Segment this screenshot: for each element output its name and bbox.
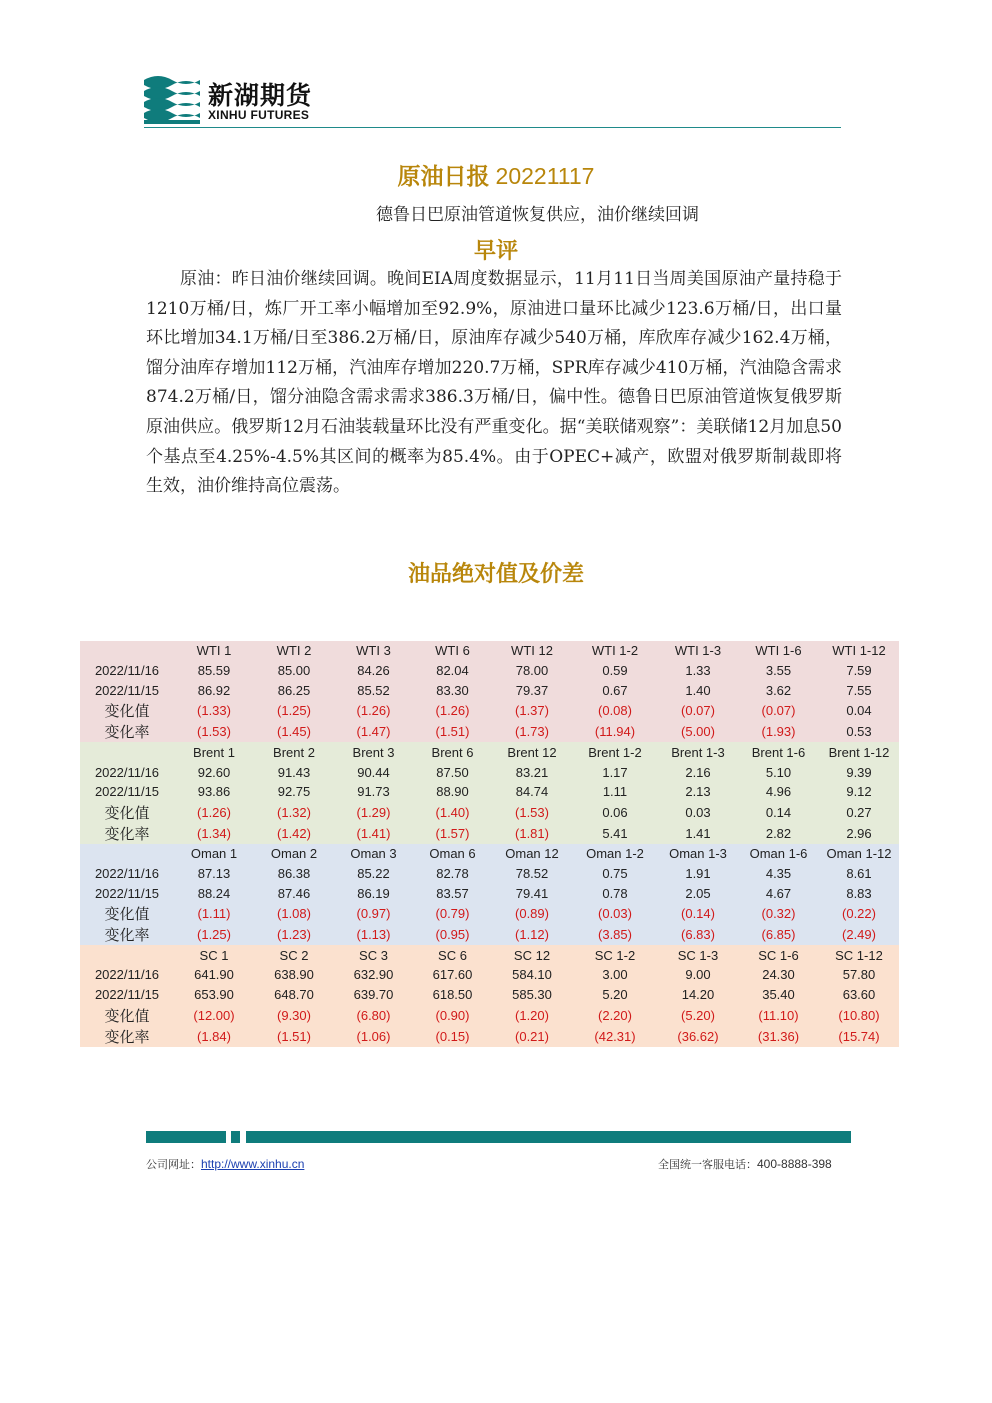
table-cell: (0.32) bbox=[738, 903, 819, 924]
report-title bbox=[0, 158, 992, 191]
table-cell: 88.24 bbox=[174, 883, 254, 903]
column-header: Brent 6 bbox=[413, 742, 492, 762]
column-header: Oman 1 bbox=[174, 844, 254, 864]
table-cell: (1.34) bbox=[174, 823, 254, 844]
table-cell: (1.53) bbox=[492, 802, 572, 823]
row-label: 变化率 bbox=[80, 721, 174, 742]
column-header: Brent 1-12 bbox=[819, 742, 899, 762]
table-cell: 9.00 bbox=[658, 965, 738, 985]
row-label: 2022/11/15 bbox=[80, 681, 174, 701]
table-cell: (0.90) bbox=[413, 1005, 492, 1026]
table-cell: 86.25 bbox=[254, 681, 334, 701]
column-header: WTI 6 bbox=[413, 641, 492, 661]
table-cell: 9.39 bbox=[819, 762, 899, 782]
table-cell: (0.08) bbox=[572, 700, 658, 721]
table-cell: 639.70 bbox=[334, 985, 413, 1005]
column-header: WTI 1 bbox=[174, 641, 254, 661]
table-row bbox=[80, 883, 899, 903]
table-cell: 4.96 bbox=[738, 782, 819, 802]
table-cell: (0.79) bbox=[413, 903, 492, 924]
table-cell: (1.41) bbox=[334, 823, 413, 844]
table-cell: 9.12 bbox=[819, 782, 899, 802]
table-cell: (1.25) bbox=[174, 924, 254, 945]
table-cell: (1.45) bbox=[254, 721, 334, 742]
row-label: 变化值 bbox=[80, 802, 174, 823]
table-cell: 93.86 bbox=[174, 782, 254, 802]
column-header: WTI 1-12 bbox=[819, 641, 899, 661]
column-header: Brent 3 bbox=[334, 742, 413, 762]
column-header: SC 6 bbox=[413, 945, 492, 965]
table-cell: (1.73) bbox=[492, 721, 572, 742]
table-cell: (11.94) bbox=[572, 721, 658, 742]
table-cell: 641.90 bbox=[174, 965, 254, 985]
table-cell: 2.16 bbox=[658, 762, 738, 782]
table-cell: 82.04 bbox=[413, 661, 492, 681]
table-cell: 83.21 bbox=[492, 762, 572, 782]
table-cell: (1.84) bbox=[174, 1026, 254, 1047]
table-cell: 4.35 bbox=[738, 864, 819, 884]
column-header: SC 3 bbox=[334, 945, 413, 965]
table-cell: (0.21) bbox=[492, 1026, 572, 1047]
table-cell: 84.26 bbox=[334, 661, 413, 681]
company-logo bbox=[144, 72, 334, 124]
table-cell: 92.60 bbox=[174, 762, 254, 782]
table-cell: 90.44 bbox=[334, 762, 413, 782]
column-header: Brent 1 bbox=[174, 742, 254, 762]
row-label: 变化值 bbox=[80, 700, 174, 721]
column-header: Oman 12 bbox=[492, 844, 572, 864]
table-cell: 2.05 bbox=[658, 883, 738, 903]
table-cell: (1.26) bbox=[334, 700, 413, 721]
table-row bbox=[80, 1005, 899, 1026]
table-row bbox=[80, 823, 899, 844]
column-header: Brent 12 bbox=[492, 742, 572, 762]
column-header: SC 1-12 bbox=[819, 945, 899, 965]
table-cell: (1.33) bbox=[174, 700, 254, 721]
table-cell: 0.53 bbox=[819, 721, 899, 742]
table-cell: (36.62) bbox=[658, 1026, 738, 1047]
table-cell: (0.15) bbox=[413, 1026, 492, 1047]
table-cell: 2.96 bbox=[819, 823, 899, 844]
table-row bbox=[80, 985, 899, 1005]
table-cell: (1.06) bbox=[334, 1026, 413, 1047]
column-header: WTI 1-3 bbox=[658, 641, 738, 661]
table-cell: 0.06 bbox=[572, 802, 658, 823]
table-cell: (2.49) bbox=[819, 924, 899, 945]
table-row bbox=[80, 965, 899, 985]
row-label: 2022/11/15 bbox=[80, 782, 174, 802]
table-cell: (1.08) bbox=[254, 903, 334, 924]
table-cell: 618.50 bbox=[413, 985, 492, 1005]
table-cell: 86.92 bbox=[174, 681, 254, 701]
table-cell: (6.85) bbox=[738, 924, 819, 945]
table-cell: (1.42) bbox=[254, 823, 334, 844]
table-cell: 617.60 bbox=[413, 965, 492, 985]
table-cell: (15.74) bbox=[819, 1026, 899, 1047]
table-row bbox=[80, 864, 899, 884]
footer-bar bbox=[246, 1131, 851, 1143]
column-header: SC 1-6 bbox=[738, 945, 819, 965]
table-cell: 83.57 bbox=[413, 883, 492, 903]
table-row bbox=[80, 721, 899, 742]
table-cell: (1.47) bbox=[334, 721, 413, 742]
spread-table bbox=[80, 641, 899, 1047]
table-cell: (10.80) bbox=[819, 1005, 899, 1026]
table-cell: 1.11 bbox=[572, 782, 658, 802]
table-cell: (1.93) bbox=[738, 721, 819, 742]
report-date: 20221117 bbox=[495, 163, 595, 189]
website-label: 公司网址： bbox=[146, 1158, 201, 1171]
spread-table-container bbox=[80, 641, 899, 1047]
table-cell: (1.20) bbox=[492, 1005, 572, 1026]
table-cell: 0.75 bbox=[572, 864, 658, 884]
table-cell: (5.20) bbox=[658, 1005, 738, 1026]
table-cell: 24.30 bbox=[738, 965, 819, 985]
table-cell: 1.40 bbox=[658, 681, 738, 701]
table-header-blank bbox=[80, 641, 174, 661]
column-header: Oman 6 bbox=[413, 844, 492, 864]
spread-table-heading: 油品绝对值及价差 bbox=[407, 562, 584, 587]
table-cell: 5.41 bbox=[572, 823, 658, 844]
table-cell: (1.29) bbox=[334, 802, 413, 823]
table-cell: 14.20 bbox=[658, 985, 738, 1005]
table-cell: (1.37) bbox=[492, 700, 572, 721]
table-cell: 88.90 bbox=[413, 782, 492, 802]
table-cell: 638.90 bbox=[254, 965, 334, 985]
table-cell: 0.03 bbox=[658, 802, 738, 823]
table-cell: (1.12) bbox=[492, 924, 572, 945]
row-label: 2022/11/16 bbox=[80, 965, 174, 985]
table-cell: (0.07) bbox=[738, 700, 819, 721]
column-header: SC 2 bbox=[254, 945, 334, 965]
row-label: 2022/11/16 bbox=[80, 661, 174, 681]
table-cell: (6.83) bbox=[658, 924, 738, 945]
table-row bbox=[80, 762, 899, 782]
table-cell: (31.36) bbox=[738, 1026, 819, 1047]
table-cell: 78.00 bbox=[492, 661, 572, 681]
row-label: 变化率 bbox=[80, 1026, 174, 1047]
footer-bar bbox=[231, 1131, 240, 1143]
table-row bbox=[80, 782, 899, 802]
report-subtitle: 德鲁日巴原油管道恢复供应，油价继续回调 bbox=[376, 205, 699, 225]
wave-logo-icon bbox=[144, 72, 200, 124]
table-cell: 0.14 bbox=[738, 802, 819, 823]
table-row bbox=[80, 681, 899, 701]
column-header: Oman 1-12 bbox=[819, 844, 899, 864]
table-cell: 3.55 bbox=[738, 661, 819, 681]
table-header-row-sc bbox=[80, 945, 899, 965]
table-cell: 87.50 bbox=[413, 762, 492, 782]
table-cell: (1.51) bbox=[413, 721, 492, 742]
table-cell: (1.32) bbox=[254, 802, 334, 823]
column-header: SC 12 bbox=[492, 945, 572, 965]
table-cell: (0.14) bbox=[658, 903, 738, 924]
table-cell: 0.04 bbox=[819, 700, 899, 721]
table-cell: 1.17 bbox=[572, 762, 658, 782]
table-cell: 35.40 bbox=[738, 985, 819, 1005]
table-cell: (1.11) bbox=[174, 903, 254, 924]
table-cell: 585.30 bbox=[492, 985, 572, 1005]
header-divider bbox=[144, 127, 841, 128]
column-header: Brent 1-6 bbox=[738, 742, 819, 762]
table-header-row-oman bbox=[80, 844, 899, 864]
row-label: 2022/11/16 bbox=[80, 762, 174, 782]
table-cell: 85.22 bbox=[334, 864, 413, 884]
column-header: Oman 2 bbox=[254, 844, 334, 864]
table-cell: 2.13 bbox=[658, 782, 738, 802]
table-cell: 0.59 bbox=[572, 661, 658, 681]
table-header-row-wti bbox=[80, 641, 899, 661]
table-row bbox=[80, 802, 899, 823]
table-cell: 84.74 bbox=[492, 782, 572, 802]
table-header-blank bbox=[80, 945, 174, 965]
table-cell: (0.95) bbox=[413, 924, 492, 945]
table-cell: (1.25) bbox=[254, 700, 334, 721]
table-cell: 1.41 bbox=[658, 823, 738, 844]
table-cell: 78.52 bbox=[492, 864, 572, 884]
table-cell: (0.07) bbox=[658, 700, 738, 721]
table-cell: 86.38 bbox=[254, 864, 334, 884]
table-cell: 87.46 bbox=[254, 883, 334, 903]
table-cell: 92.75 bbox=[254, 782, 334, 802]
table-cell: 79.37 bbox=[492, 681, 572, 701]
table-cell: 8.61 bbox=[819, 864, 899, 884]
hotline-label: 全国统一客服电话： bbox=[658, 1158, 757, 1171]
table-cell: 82.78 bbox=[413, 864, 492, 884]
table-cell: 87.13 bbox=[174, 864, 254, 884]
table-cell: (3.85) bbox=[572, 924, 658, 945]
website-link[interactable]: http://www.xinhu.cn bbox=[201, 1157, 305, 1171]
table-cell: 86.19 bbox=[334, 883, 413, 903]
table-cell: (1.81) bbox=[492, 823, 572, 844]
table-cell: (1.26) bbox=[413, 700, 492, 721]
column-header: Oman 1-2 bbox=[572, 844, 658, 864]
table-cell: 8.83 bbox=[819, 883, 899, 903]
table-cell: (12.00) bbox=[174, 1005, 254, 1026]
table-cell: 0.27 bbox=[819, 802, 899, 823]
table-cell: 584.10 bbox=[492, 965, 572, 985]
table-cell: 1.91 bbox=[658, 864, 738, 884]
table-cell: (1.26) bbox=[174, 802, 254, 823]
row-label: 2022/11/15 bbox=[80, 985, 174, 1005]
table-cell: (11.10) bbox=[738, 1005, 819, 1026]
table-row bbox=[80, 903, 899, 924]
column-header: Brent 1-3 bbox=[658, 742, 738, 762]
table-cell: 4.67 bbox=[738, 883, 819, 903]
column-header: Oman 1-3 bbox=[658, 844, 738, 864]
table-cell: (6.80) bbox=[334, 1005, 413, 1026]
column-header: SC 1-2 bbox=[572, 945, 658, 965]
column-header: SC 1-3 bbox=[658, 945, 738, 965]
table-cell: 653.90 bbox=[174, 985, 254, 1005]
column-header: Oman 3 bbox=[334, 844, 413, 864]
table-cell: 91.73 bbox=[334, 782, 413, 802]
table-header-row-brent bbox=[80, 742, 899, 762]
table-cell: 63.60 bbox=[819, 985, 899, 1005]
logo-english-name: XINHU FUTURES bbox=[208, 108, 310, 122]
column-header: SC 1 bbox=[174, 945, 254, 965]
table-cell: 83.30 bbox=[413, 681, 492, 701]
table-cell: 91.43 bbox=[254, 762, 334, 782]
row-label: 变化率 bbox=[80, 924, 174, 945]
column-header: WTI 2 bbox=[254, 641, 334, 661]
table-cell: (0.22) bbox=[819, 903, 899, 924]
row-label: 变化值 bbox=[80, 903, 174, 924]
table-cell: (0.97) bbox=[334, 903, 413, 924]
column-header: WTI 12 bbox=[492, 641, 572, 661]
table-cell: 3.62 bbox=[738, 681, 819, 701]
report-title-text: 原油日报 bbox=[397, 164, 490, 190]
table-cell: (1.40) bbox=[413, 802, 492, 823]
footer-bar bbox=[146, 1131, 226, 1143]
table-cell: 5.20 bbox=[572, 985, 658, 1005]
table-cell: (0.89) bbox=[492, 903, 572, 924]
row-label: 变化值 bbox=[80, 1005, 174, 1026]
table-header-blank bbox=[80, 742, 174, 762]
table-cell: 648.70 bbox=[254, 985, 334, 1005]
table-cell: 632.90 bbox=[334, 965, 413, 985]
table-cell: 85.52 bbox=[334, 681, 413, 701]
table-cell: (2.20) bbox=[572, 1005, 658, 1026]
table-cell: (0.03) bbox=[572, 903, 658, 924]
row-label: 2022/11/15 bbox=[80, 883, 174, 903]
table-cell: 0.67 bbox=[572, 681, 658, 701]
column-header: WTI 1-6 bbox=[738, 641, 819, 661]
table-cell: 79.41 bbox=[492, 883, 572, 903]
table-cell: 0.78 bbox=[572, 883, 658, 903]
footer-website bbox=[146, 1156, 304, 1172]
table-cell: (1.23) bbox=[254, 924, 334, 945]
table-header-blank bbox=[80, 844, 174, 864]
table-cell: 5.10 bbox=[738, 762, 819, 782]
commentary-body bbox=[146, 265, 842, 502]
table-cell: (1.13) bbox=[334, 924, 413, 945]
table-cell: 85.00 bbox=[254, 661, 334, 681]
table-cell: (42.31) bbox=[572, 1026, 658, 1047]
row-label: 变化率 bbox=[80, 823, 174, 844]
table-cell: 7.59 bbox=[819, 661, 899, 681]
column-header: Brent 1-2 bbox=[572, 742, 658, 762]
column-header: Oman 1-6 bbox=[738, 844, 819, 864]
table-cell: (1.51) bbox=[254, 1026, 334, 1047]
table-cell: (1.53) bbox=[174, 721, 254, 742]
table-cell: 3.00 bbox=[572, 965, 658, 985]
table-cell: 2.82 bbox=[738, 823, 819, 844]
column-header: WTI 1-2 bbox=[572, 641, 658, 661]
table-cell: (9.30) bbox=[254, 1005, 334, 1026]
column-header: WTI 3 bbox=[334, 641, 413, 661]
commentary-paragraph: 原油：昨日油价继续回调。晚间EIA周度数据显示，11月11日当周美国原油产量持稳于1210万桶/日，炼厂开工率小幅增加至92.9%，原油进口量环比减少123.6万桶/日，出口量环比增加34.1万桶/日至386.2万桶/日，原油库存减少540万桶，库欣库存减少162.4万桶，馏分油库存增加112万桶，汽油库存增加220.7万桶，SPR库存减少410万桶，汽油隐含需求874.2万桶/日，馏分油隐含需求需求386.3万桶/日，偏中性。德鲁日巴原油管道恢复俄罗斯原油供应。俄罗斯12月石油装载量环比没有严重变化。据“美联储观察”：美联储12月加息50个基点至4.25%-4.5%其区间的概率为85.4%。由于OPEC+减产，欧盟对俄罗斯制裁即将生效，油价维持高位震荡。 bbox=[146, 269, 842, 497]
table-cell: 85.59 bbox=[174, 661, 254, 681]
commentary-heading: 早评 bbox=[473, 239, 518, 264]
column-header: Brent 2 bbox=[254, 742, 334, 762]
row-label: 2022/11/16 bbox=[80, 864, 174, 884]
table-row bbox=[80, 661, 899, 681]
table-row bbox=[80, 700, 899, 721]
logo-chinese-name: 新湖期货 bbox=[208, 81, 313, 110]
table-cell: (1.57) bbox=[413, 823, 492, 844]
table-cell: 7.55 bbox=[819, 681, 899, 701]
table-cell: (5.00) bbox=[658, 721, 738, 742]
hotline-number: 400-8888-398 bbox=[757, 1157, 832, 1171]
table-row bbox=[80, 924, 899, 945]
table-row bbox=[80, 1026, 899, 1047]
table-cell: 57.80 bbox=[819, 965, 899, 985]
footer-hotline bbox=[658, 1156, 851, 1172]
table-cell: 1.33 bbox=[658, 661, 738, 681]
